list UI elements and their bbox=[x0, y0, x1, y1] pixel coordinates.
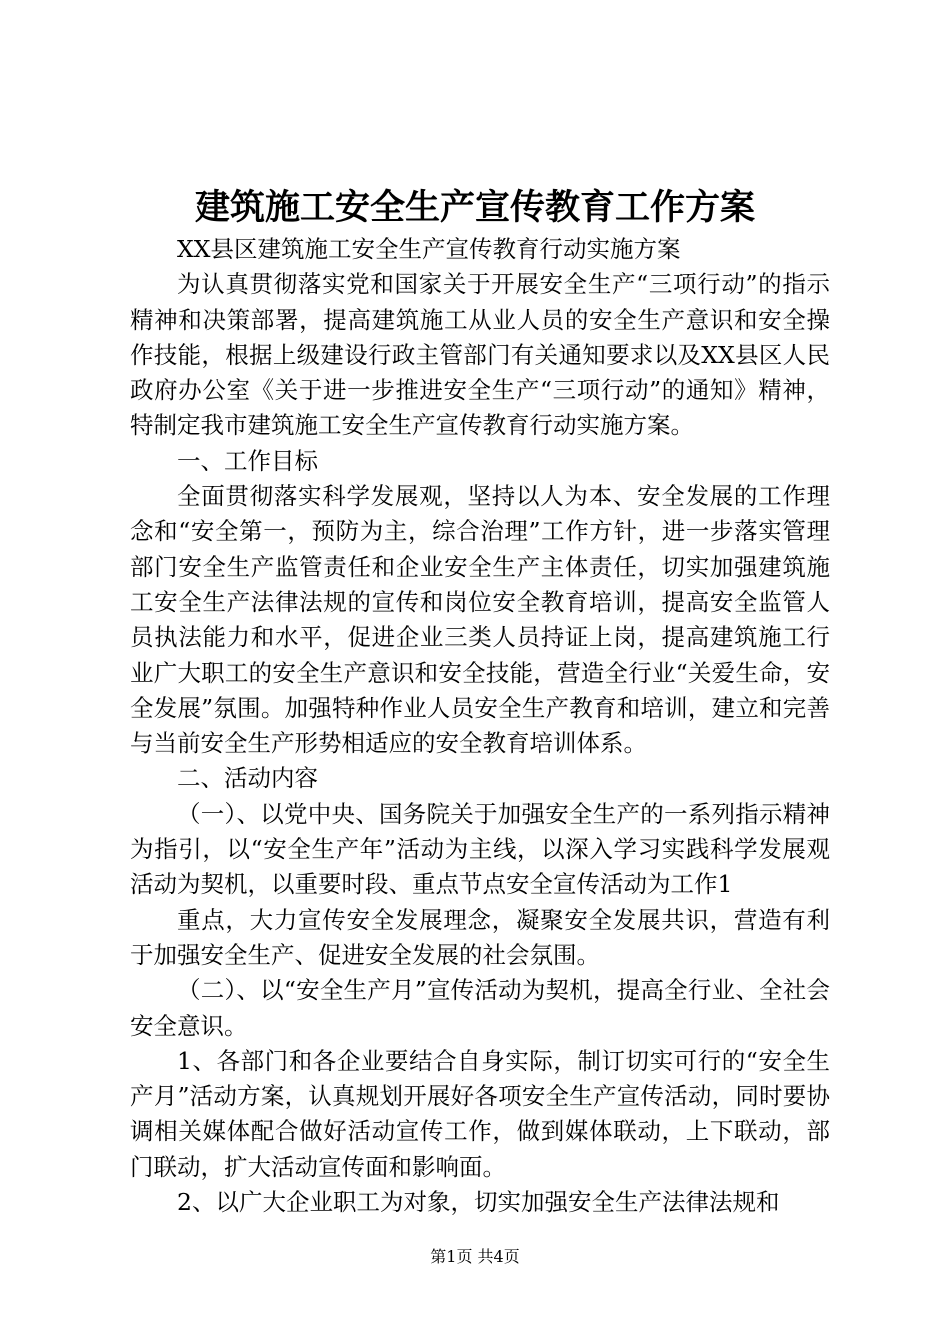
document-title: 建筑施工安全生产宣传教育工作方案 bbox=[194, 187, 755, 228]
goals-paragraph: 全面贯彻落实科学发展观，坚持以人为本、安全发展的工作理念和“安全第一，预防为主，综合治理”工作方针，进一步落实管理部门安全生产监管责任和企业安全生产主体责任，切实加强建筑施工安全生产法律法规的宣传和岗位安全教育培训，提高安全监管人员执法能力和水平，促进企业三类人员持证上岗，提高建筑施工行业广大职工的安全生产意识和安全技能，营造全行业“关爱生命，安全发展”氛围。加强特种作业人员安全生产教育和培训，建立和完善与当前安全生产形势相适应的安全教育培训体系。 bbox=[130, 482, 830, 758]
sub-item-1-paragraph: 1、各部门和各企业要结合自身实际，制订切实可行的“安全生产月”活动方案，认真规划开展好各项安全生产宣传活动，同时要协调相关媒体配合做好活动宣传工作，做到媒体联动，上下联动，部门联动，扩大活动宣传面和影响面。 bbox=[130, 1046, 830, 1181]
section-heading-activities: 二、活动内容 bbox=[177, 764, 318, 793]
sub-item-2-paragraph: 2、以广大企业职工为对象，切实加强安全生产法律法规和 bbox=[177, 1188, 780, 1217]
page-number-footer: 第1页 共4页 bbox=[430, 1247, 520, 1266]
section-heading-goals: 一、工作目标 bbox=[177, 446, 318, 475]
intro-paragraph: 为认真贯彻落实党和国家关于开展安全生产“三项行动”的指示精神和决策部署，提高建筑施工从业人员的安全生产意识和安全操作技能，根据上级建设行政主管部门有关通知要求以及XX县区人民政府办公室《关于进一步推进安全生产“三项行动”的通知》精神，特制定我市建筑施工安全生产宣传教育行动实施方案。 bbox=[130, 270, 830, 440]
document-body bbox=[130, 232, 830, 1220]
activity-item-2-paragraph: （二）、以“安全生产月”宣传活动为契机，提高全行业、全社会安全意识。 bbox=[130, 976, 830, 1040]
activity-item-1-paragraph: （一）、以党中央、国务院关于加强安全生产的一系列指示精神为指引，以“安全生产年”活动为主线，以深入学习实践科学发展观活动为契机，以重要时段、重点节点安全宣传活动为工作1 bbox=[130, 799, 830, 899]
activity-item-1-continued: 重点，大力宣传安全发展理念，凝聚安全发展共识，营造有利于加强安全生产、促进安全发展的社会氛围。 bbox=[130, 905, 830, 969]
subtitle-paragraph: XX县区建筑施工安全生产宣传教育行动实施方案 bbox=[177, 235, 681, 263]
